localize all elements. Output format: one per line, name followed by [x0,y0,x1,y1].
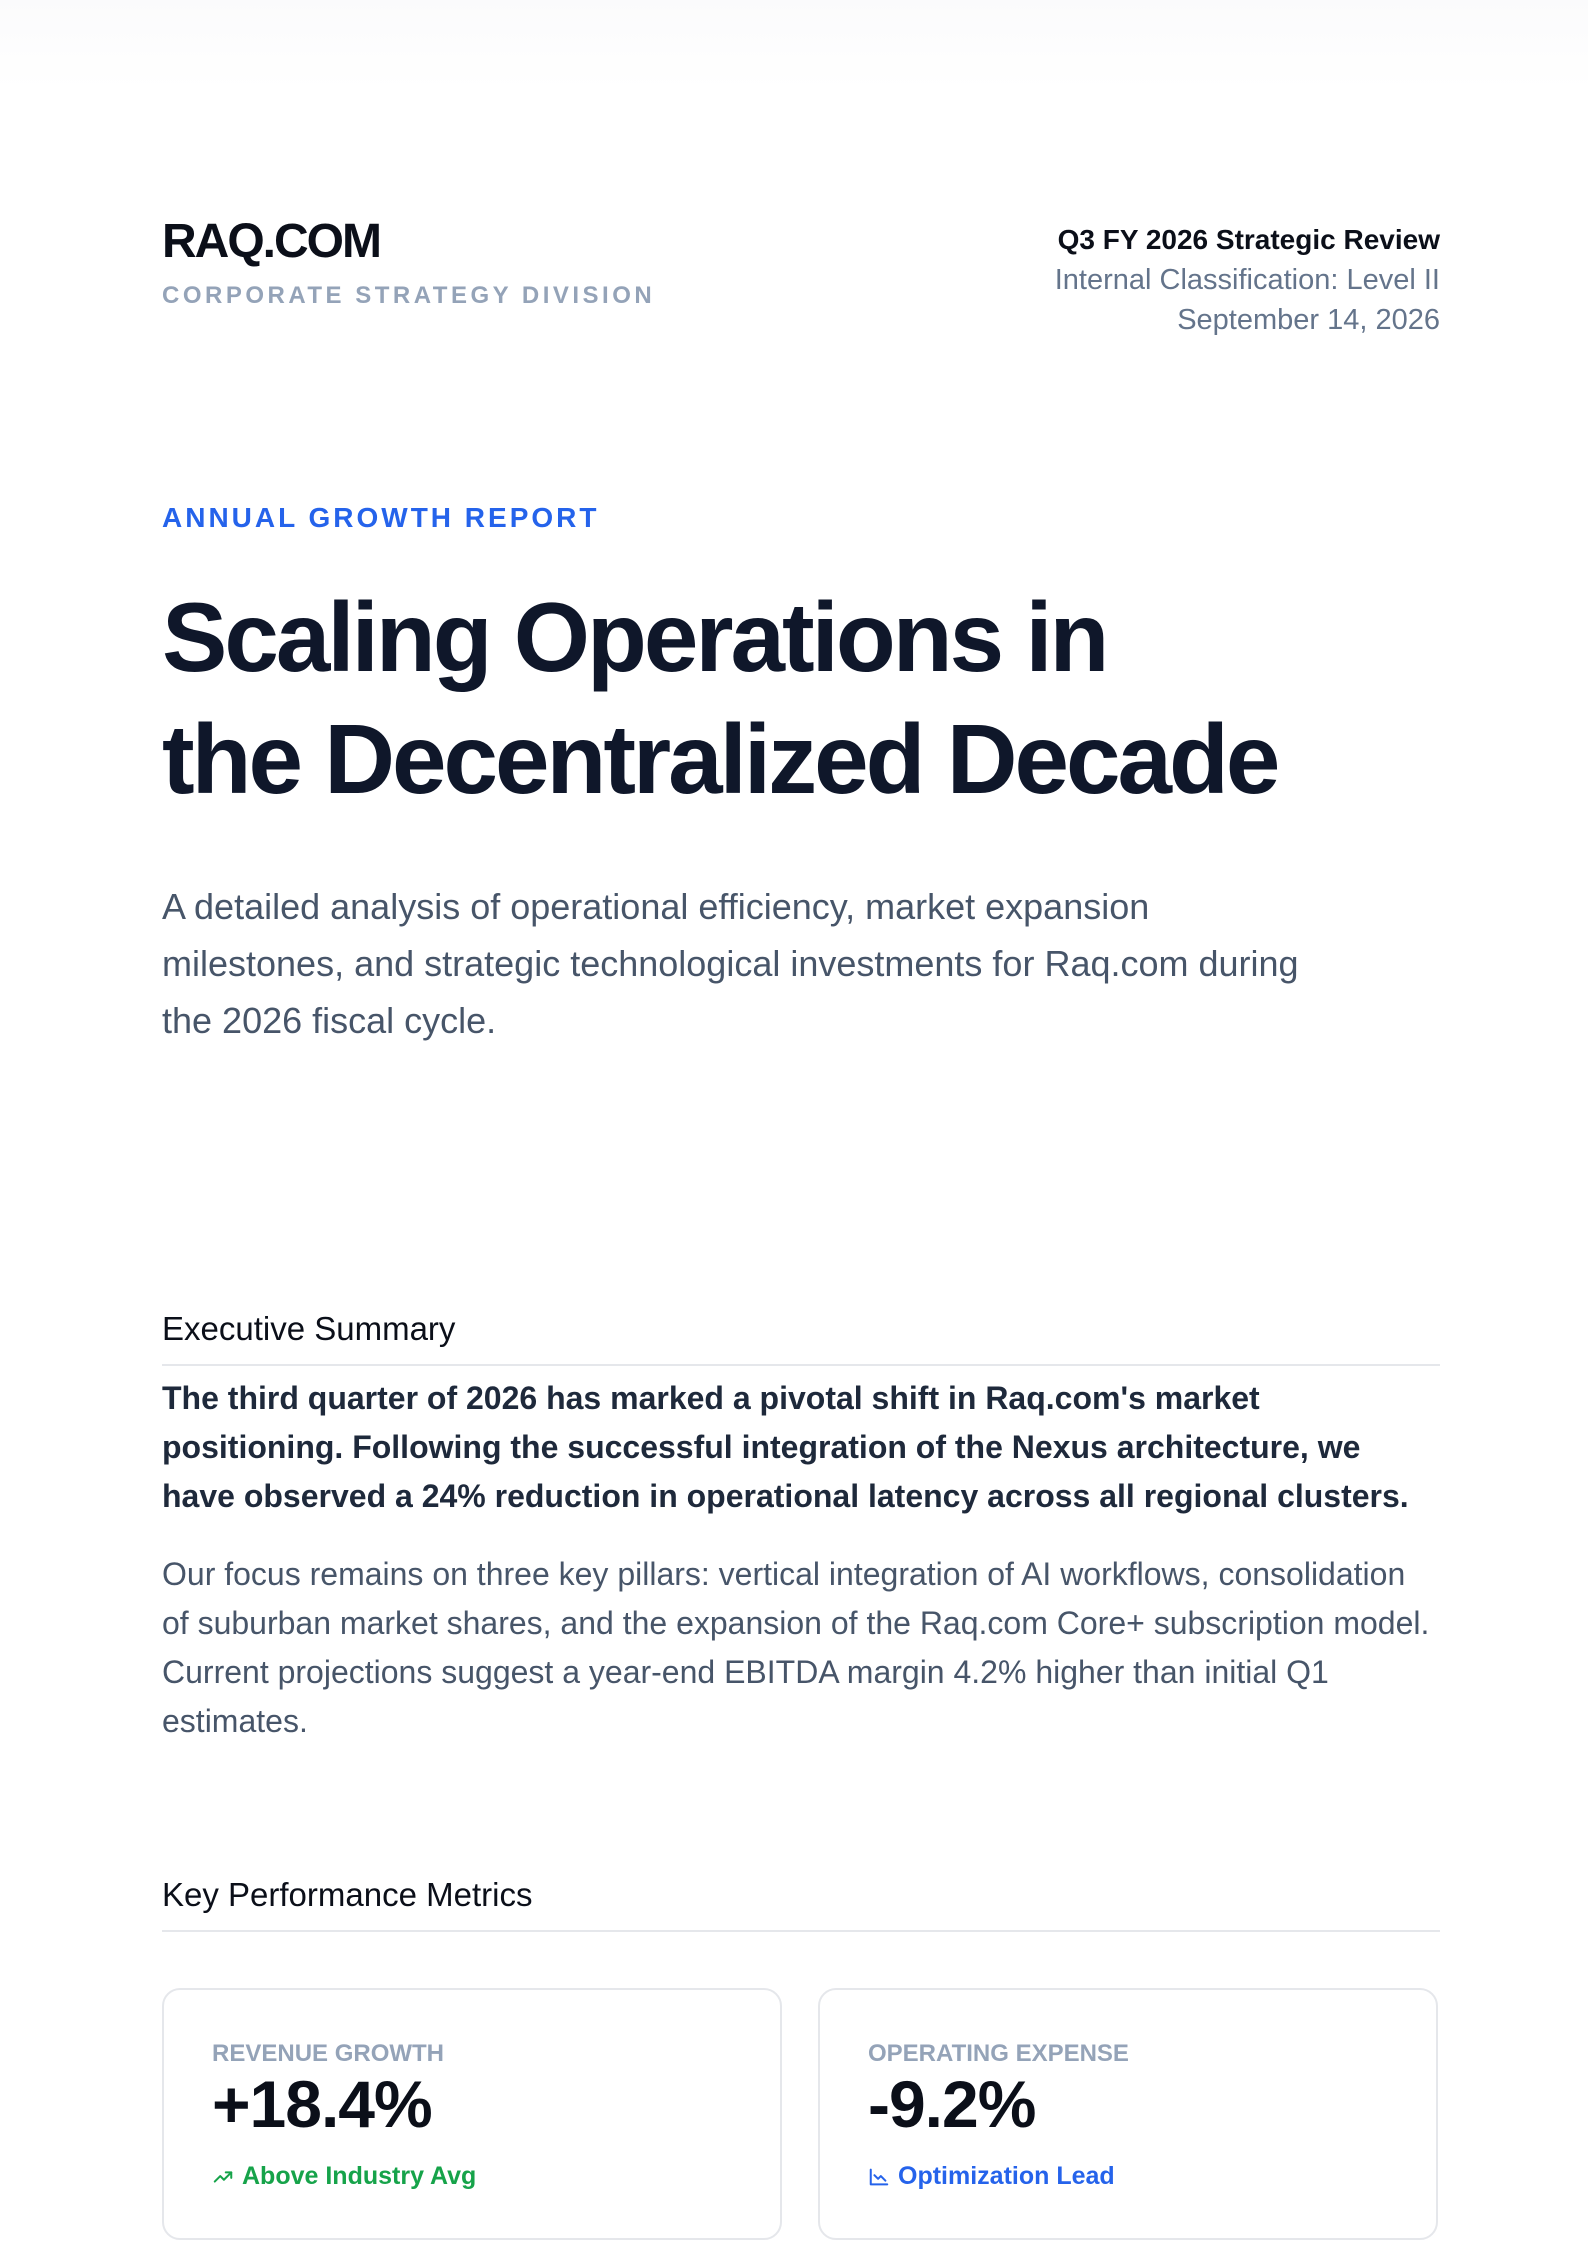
report-date: September 14, 2026 [1177,304,1440,336]
review-title: Q3 FY 2026 Strategic Review [1057,224,1440,255]
kpi-note [212,2162,476,2191]
top-fade [0,0,1588,90]
kpi-cards [162,1988,1440,2242]
title-line-2: the Decentralized Decade [162,704,1278,814]
kpi-note-text: Above Industry Avg [242,2162,477,2190]
report-type-eyebrow: ANNUAL GROWTH REPORT [162,502,600,533]
kpi-label: REVENUE GROWTH [212,2040,445,2067]
executive-summary-body: Our focus remains on three key pillars: vertical integration of AI workflows, consolidation of suburban market shares, and the expansion of the Raq.com Core+ subscription model. Current projections suggest a year-end EBITDA margin 4.2% higher than initial Q1 estimates. [162,1556,1430,1739]
kpi-note-text: Optimization Lead [898,2162,1115,2190]
area-chart-icon [868,2166,890,2188]
kpi-card-revenue-growth [162,1988,782,2240]
classification-label: Internal Classification: Level II [1054,264,1440,296]
page-title [162,576,1440,820]
kpi-card-operating-expense [818,1988,1438,2240]
kpi-note [868,2162,1115,2191]
report-meta [1055,220,1440,340]
title-line-1: Scaling Operations in [162,582,1107,692]
report-header [162,214,1440,344]
executive-summary-highlight: The third quarter of 2026 has marked a pivotal shift in Raq.com's market positioning. Following the successful integration of the Nexus architecture, we have observed a 24% reduction in operational latency across all regional clusters. [162,1380,1409,1514]
executive-summary-heading: Executive Summary [162,1310,1440,1366]
division-label: CORPORATE STRATEGY DIVISION [162,282,656,309]
kpi-value: -9.2% [868,2067,1036,2141]
trending-up-icon [212,2166,234,2188]
kpi-label: OPERATING EXPENSE [868,2040,1129,2067]
kpi-value: +18.4% [212,2067,432,2141]
kpi-heading: Key Performance Metrics [162,1876,1440,1932]
lead-paragraph: A detailed analysis of operational efficiency, market expansion milestones, and strategic technological investments for Raq.com during the 2026 fiscal cycle. [162,886,1299,1041]
brand-logo: RAQ.COM [162,215,380,268]
